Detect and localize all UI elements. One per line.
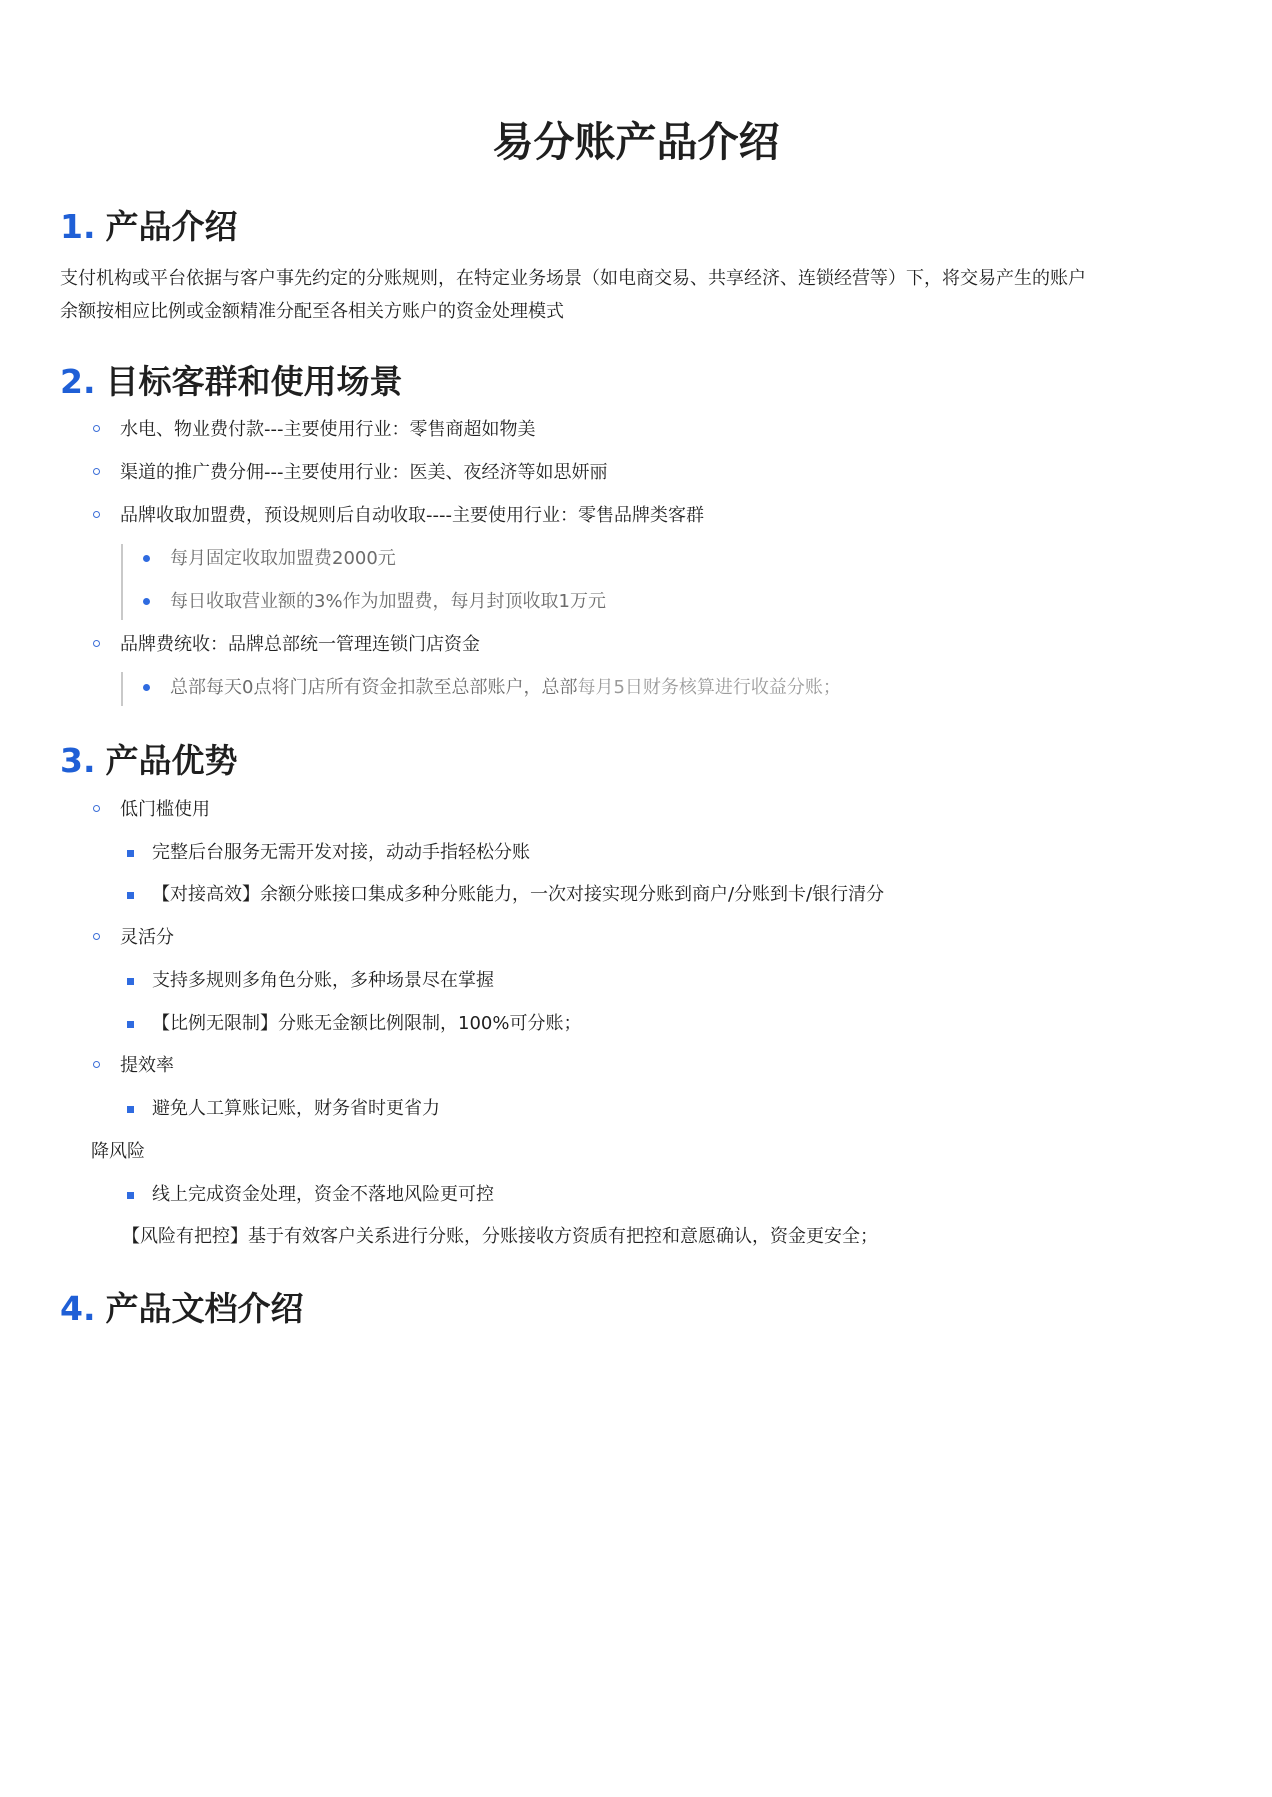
list-item: [120, 417, 535, 443]
advantage-item-text: 完整后台服务无需开发对接，动动手指轻松分账: [152, 842, 530, 863]
sub-list-item: [170, 675, 841, 701]
advantage-note-text: 【风险有把控】基于有效客户关系进行分账，分账接收方资质有把控和意愿确认，资金更安全；: [122, 1226, 878, 1247]
square-bullet-icon: [127, 1021, 134, 1028]
list-item-text: 水电、物业费付款---主要使用行业：零售商超如物美: [120, 419, 536, 440]
advantage-item: [152, 1011, 581, 1037]
section-title: 产品优势: [105, 741, 238, 780]
sub-list-item-text-faded: 每月5日财务核算进行收益分账；: [577, 677, 841, 698]
section-heading-2: [60, 359, 403, 405]
section-heading-1: [60, 204, 238, 250]
sub-list-item-text: 每月固定收取加盟费2000元: [170, 548, 396, 569]
section-heading-4: [60, 1286, 304, 1332]
square-bullet-icon: [127, 978, 134, 985]
section-title: 产品文档介绍: [105, 1289, 304, 1328]
hollow-bullet-icon: [93, 640, 100, 647]
section-number: 3.: [60, 741, 96, 780]
advantage-item-text: 【对接高效】余额分账接口集成多种分账能力，一次对接实现分账到商户/分账到卡/银行清分: [152, 884, 885, 905]
advantage-item-text: 支持多规则多角色分账，多种场景尽在掌握: [152, 970, 494, 991]
advantage-group-label: [120, 797, 210, 823]
filled-bullet-icon: [143, 684, 150, 691]
hollow-bullet-icon: [93, 1061, 100, 1068]
advantage-item: [152, 1096, 440, 1122]
intro-paragraph: [60, 262, 1210, 328]
intro-line: 余额按相应比例或金额精准分配至各相关方账户的资金处理模式: [60, 301, 564, 322]
section-number: 2.: [60, 362, 96, 401]
list-item: [120, 460, 607, 486]
advantage-label-text: 灵活分: [120, 927, 174, 948]
filled-bullet-icon: [143, 555, 150, 562]
list-item-text: 品牌收取加盟费，预设规则后自动收取----主要使用行业：零售品牌类客群: [120, 505, 704, 526]
list-item: [120, 503, 704, 529]
section-number: 1.: [60, 207, 96, 246]
section-title: 产品介绍: [105, 207, 238, 246]
advantage-item: [152, 840, 530, 866]
section-title: 目标客群和使用场景: [105, 362, 403, 401]
sub-list-item-text: 每日收取营业额的3%作为加盟费，每月封顶收取1万元: [170, 591, 607, 612]
advantage-item-text: 避免人工算账记账，财务省时更省力: [152, 1098, 440, 1119]
advantage-group-label: [91, 1139, 145, 1165]
advantage-item-text: 线上完成资金处理，资金不落地风险更可控: [152, 1184, 494, 1205]
advantage-item-text: 【比例无限制】分账无金额比例限制，100%可分账；: [152, 1013, 582, 1034]
advantage-item: [152, 882, 884, 908]
hollow-bullet-icon: [93, 511, 100, 518]
advantage-label-text: 提效率: [120, 1055, 174, 1076]
filled-bullet-icon: [143, 598, 150, 605]
section-number: 4.: [60, 1289, 96, 1328]
square-bullet-icon: [127, 892, 134, 899]
list-item: [120, 632, 480, 658]
sub-list-item: [170, 546, 396, 572]
intro-line: 支付机构或平台依据与客户事先约定的分账规则，在特定业务场景（如电商交易、共享经济、连锁经营等）下，将交易产生的账户: [60, 268, 1086, 289]
advantage-note: [122, 1224, 878, 1250]
advantage-group-label: [120, 1053, 174, 1079]
list-item-text: 品牌费统收：品牌总部统一管理连锁门店资金: [120, 634, 480, 655]
document-title: 易分账产品介绍: [492, 118, 780, 166]
list-item-text: 渠道的推广费分佣---主要使用行业：医美、夜经济等如思妍丽: [120, 462, 608, 483]
hollow-bullet-icon: [93, 933, 100, 940]
hollow-bullet-icon: [93, 425, 100, 432]
sub-list-item-text: 总部每天0点将门店所有资金扣款至总部账户，总部: [170, 677, 578, 698]
square-bullet-icon: [127, 1192, 134, 1199]
section-heading-3: [60, 738, 238, 784]
advantage-item: [152, 1182, 494, 1208]
square-bullet-icon: [127, 850, 134, 857]
square-bullet-icon: [127, 1106, 134, 1113]
advantage-item: [152, 968, 494, 994]
hollow-bullet-icon: [93, 805, 100, 812]
blockquote-bar: [121, 544, 123, 620]
advantage-label-text: 降风险: [91, 1141, 145, 1162]
hollow-bullet-icon: [93, 468, 100, 475]
advantage-group-label: [120, 925, 174, 951]
sub-list-item: [170, 589, 606, 615]
blockquote-bar: [121, 672, 123, 706]
advantage-label-text: 低门槛使用: [120, 799, 210, 820]
